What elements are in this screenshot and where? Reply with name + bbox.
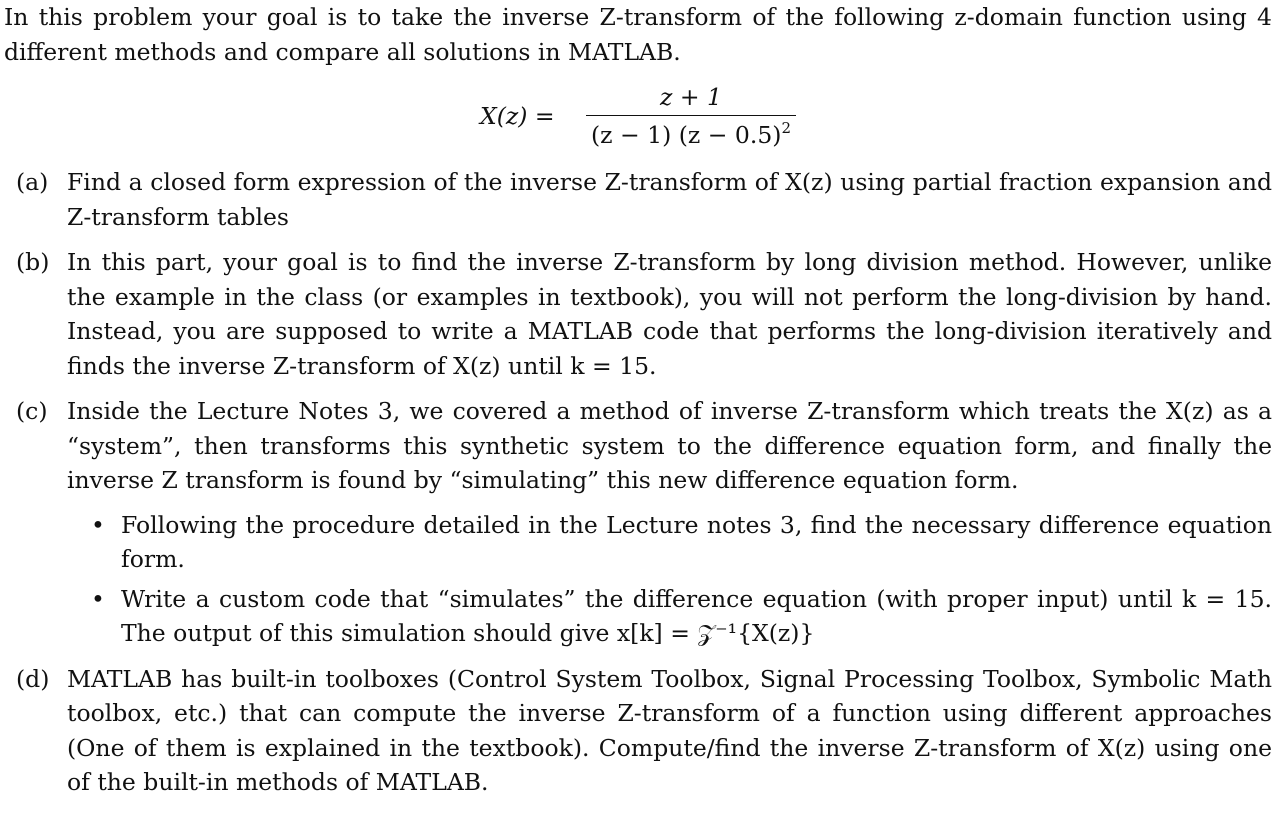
part-d — [4, 662, 1272, 800]
intro-paragraph: In this problem your goal is to take the inverse Z-transform of the following z-domain function using 4 different methods and compare all solutions in MATLAB. — [4, 3, 1272, 66]
part-b-marker: (b) — [16, 248, 50, 276]
problem-statement — [4, 0, 1272, 811]
part-c-bullet-1 — [67, 508, 1272, 577]
part-c — [4, 394, 1272, 651]
part-a-text: Find a closed form expression of the inverse Z-transform of X(z) using partial fraction expansion and Z-transform tables — [67, 168, 1272, 231]
equation-denominator: (z − 1) (z − 0.5) — [590, 121, 782, 150]
equation-lhs: X(z) = — [480, 102, 555, 130]
part-d-text: MATLAB has built-in toolboxes (Control System Toolbox, Signal Processing Toolbox, Symbolic Math toolbox, etc.) that can compute the inverse Z-transform of a function using different approaches (One of them is explained in the textbook). Compute/find the inverse Z-transform of X(z) using one of the built-in methods of MATLAB. — [67, 664, 1272, 796]
parts-list — [4, 165, 1272, 800]
transfer-function-equation — [4, 79, 1272, 159]
equation-numerator: z + 1 — [660, 83, 722, 111]
part-b-text: In this part, your goal is to find the inverse Z-transform by long division method. However, unlike the example in the class (or examples in textbook), you will not perform the long-division by hand. Instead, you are supposed to write a MATLAB code that performs the long-division iteratively and finds the inverse Z-transform of X(z) until k = 15. — [67, 248, 1272, 380]
equation-denominator-wrap — [584, 116, 798, 152]
part-c-bullet-2-text: Write a custom code that “simulates” the difference equation (with proper input) until k = 15. The output of this simulation should give x[k] = 𝒵⁻¹{X(z)} — [121, 584, 1272, 647]
bullet-dot-icon: • — [91, 510, 105, 539]
part-c-bullets — [67, 508, 1272, 651]
equation-exponent: 2 — [781, 119, 792, 138]
part-a — [4, 165, 1272, 234]
part-d-marker: (d) — [16, 664, 50, 693]
equation-fraction — [584, 79, 798, 152]
part-c-bullet-1-text: Following the procedure detailed in the Lecture notes 3, find the necessary difference equation form. — [121, 510, 1272, 573]
part-a-marker: (a) — [16, 168, 49, 196]
part-b — [4, 245, 1272, 383]
part-c-text: Inside the Lecture Notes 3, we covered a method of inverse Z-transform which treats the X(z) as a “system”, then transforms this synthetic system to the difference equation form, and finally the inverse Z transform is found by “simulating” this new difference equation form. — [67, 397, 1272, 494]
bullet-dot-icon: • — [91, 584, 105, 613]
part-c-marker: (c) — [16, 397, 48, 425]
part-c-bullet-2 — [67, 582, 1272, 651]
